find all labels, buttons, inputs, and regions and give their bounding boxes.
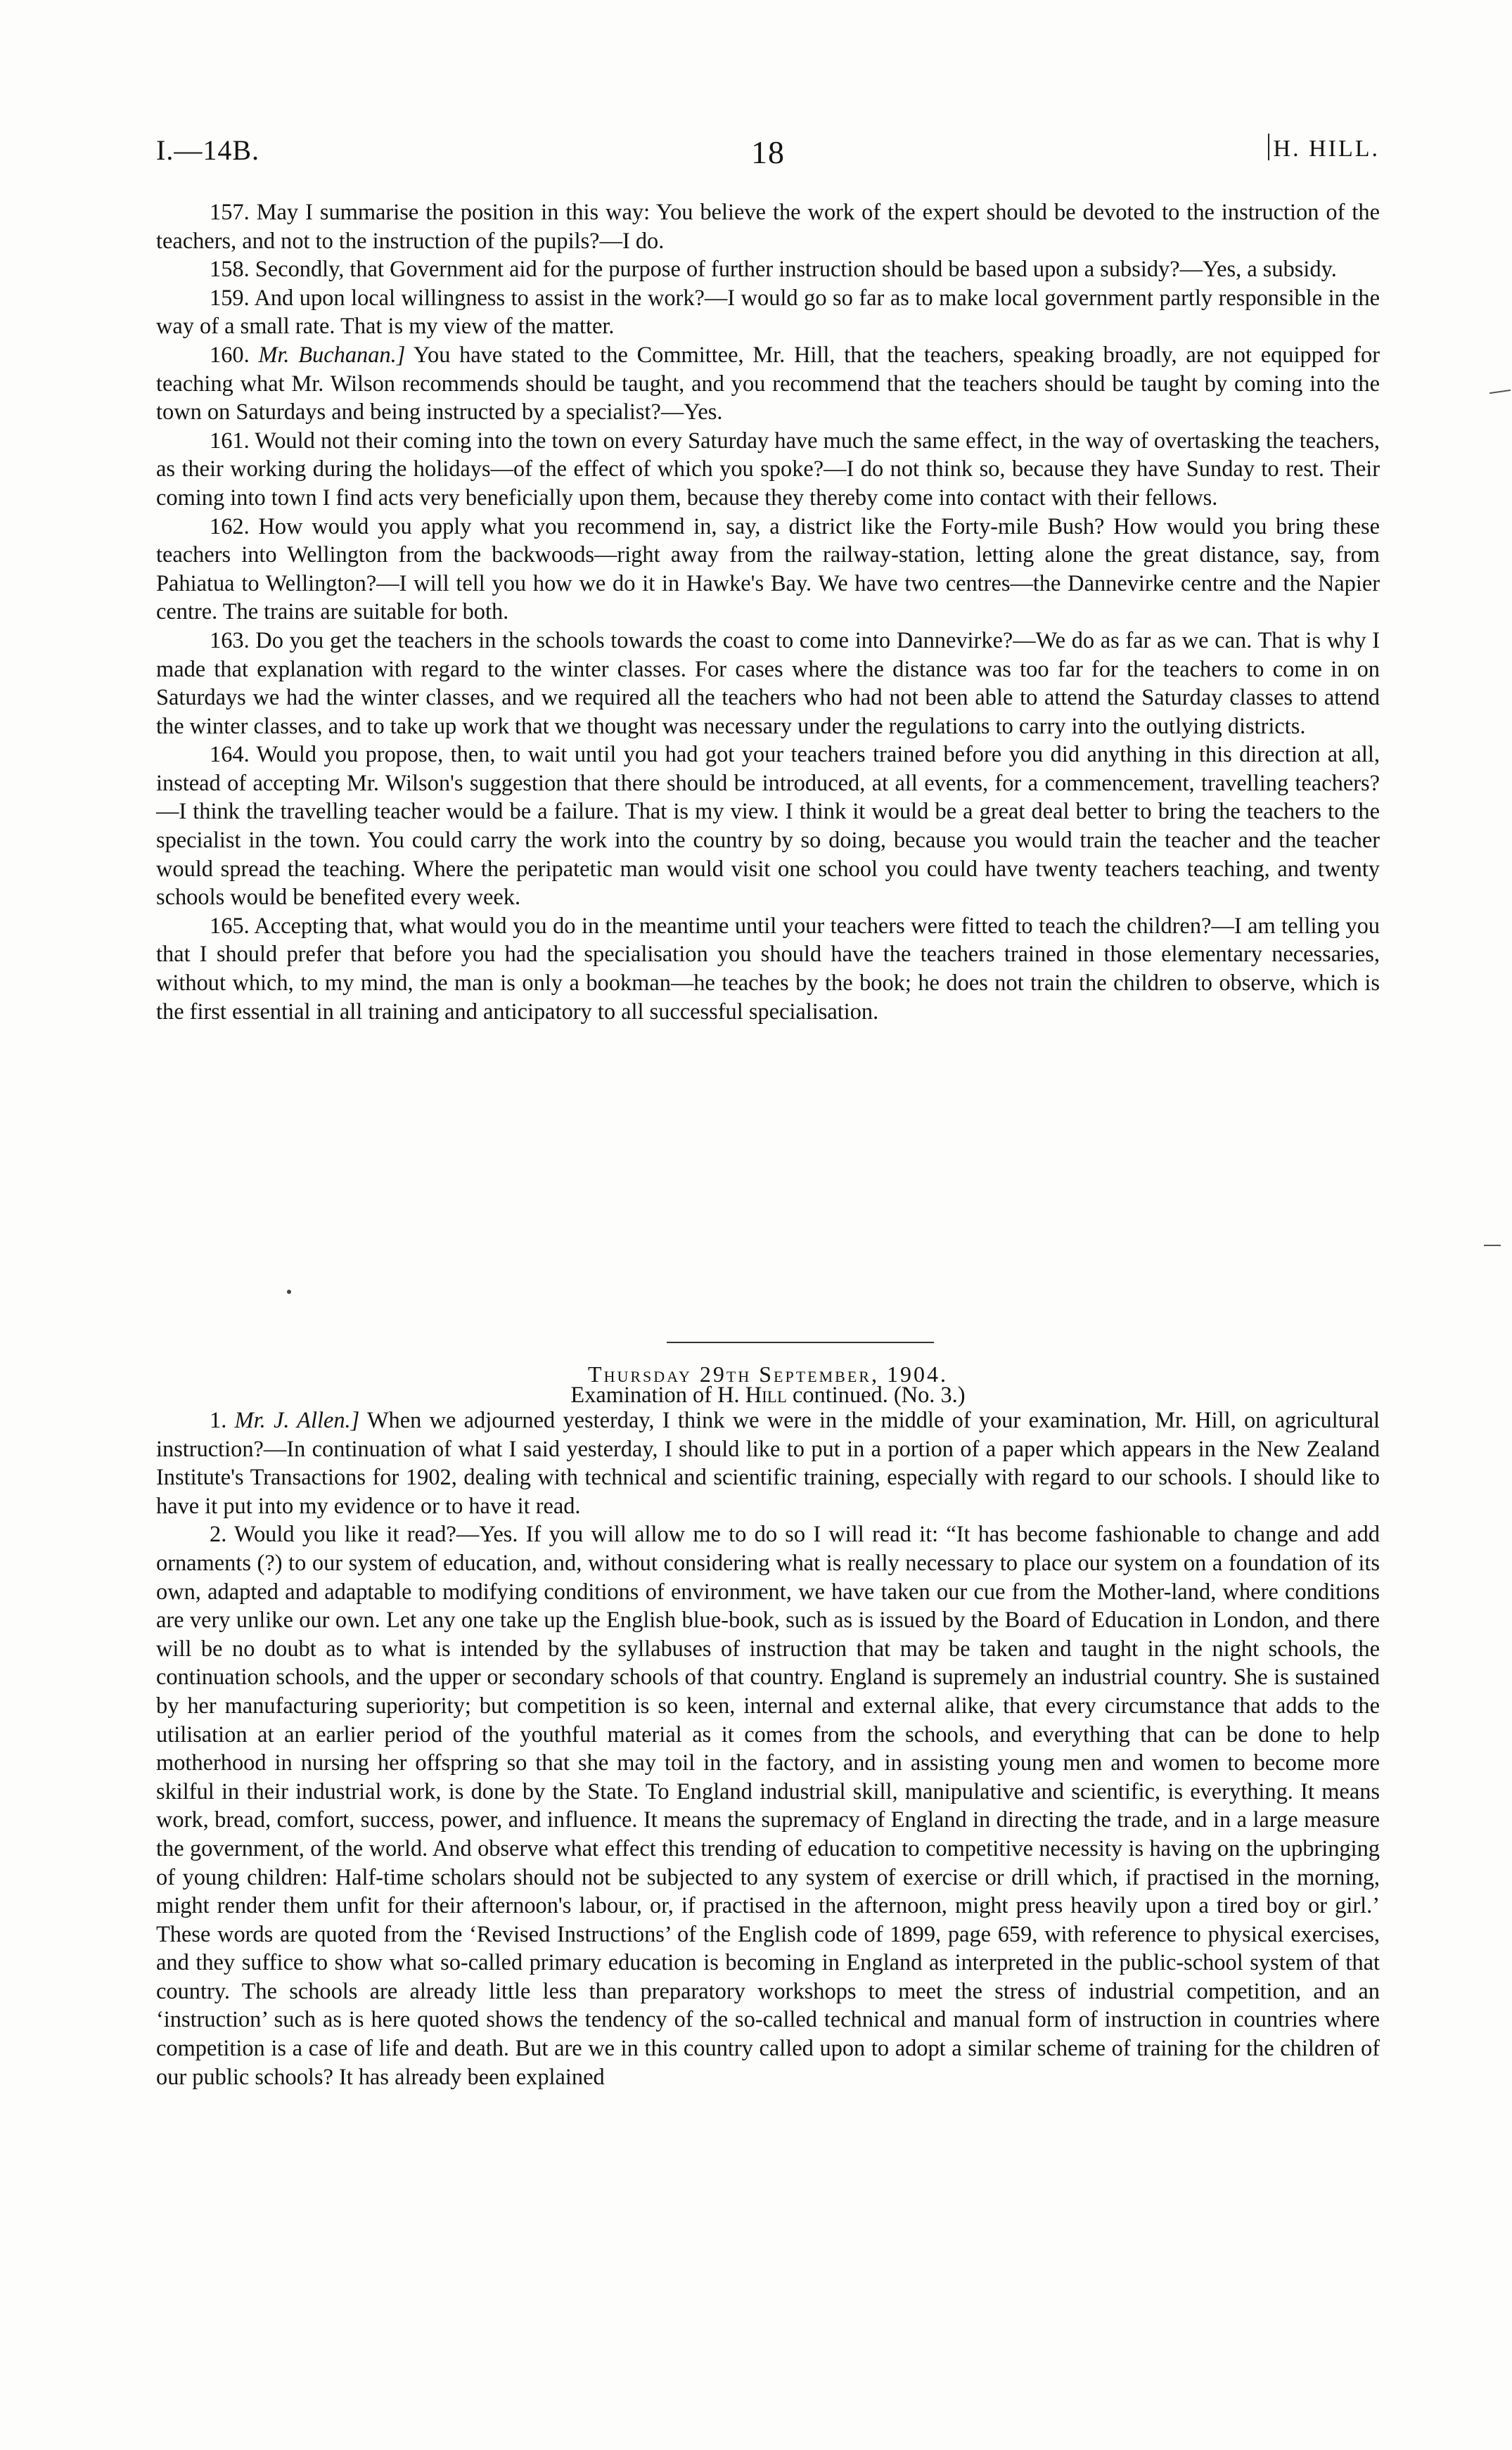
page-number: 18 [751, 134, 785, 170]
speaker-name: Mr. J. Allen.] [234, 1408, 360, 1433]
question-165: 165. Accepting that, what would you do in the meantime until your teachers were fitted to teach the children?—I am telling you that I should prefer that before you had the specialisation you should have the teachers trained in those elementary necessaries, without which, to my mind, the man is only a bookman—he teaches by the book; he does not train the children to observe, which is the first essential in all training and anticipatory to all successful specialisation. [156, 913, 1380, 1025]
question-159: 159. And upon local willingness to assist in the work?—I would go so far as to make local government partly responsible in the way of a small rate. That is my view of the matter. [156, 285, 1380, 340]
paper-reference: I.—14B. [156, 134, 260, 166]
question-164: 164. Would you propose, then, to wait until you had got your teachers trained before you did anything in this direction at all, instead of accepting Mr. Wilson's suggestion that there should be introduced, at all events, for a commencement, travelling teachers?—I think the travelling teacher would be a failure. That is my view. I think it would be a great deal better to bring the teachers to the specialist in the town. You could carry the work into the country by so doing, because you would train the teacher and the teacher would spread the teaching. Where the peripatetic man would visit one school you could have twenty teachers teaching, and twenty schools would be benefited every week. [156, 742, 1380, 911]
witness-name: H. HILL. [1268, 134, 1380, 162]
margin-mark [1484, 1245, 1501, 1246]
question-163: 163. Do you get the teachers in the schools towards the coast to come into Dannevirke?—We do as far as we can. That is why I made that explanation with regard to the winter classes. For cases where the distance was too far for the teachers to come in on Saturdays we had the winter classes, and we required all the teachers who had not been able to attend the Saturday classes to attend the winter classes, and to take up work that we thought was necessary under the regulations to carry into the outlying districts. [156, 627, 1380, 739]
running-header [156, 134, 1380, 176]
speaker-name: Mr. Buchanan.] [258, 342, 406, 368]
question-157: 157. May I summarise the position in this way: You believe the work of the expert should be devoted to the instruction of the teachers, and not to the instruction of the pupils?—I do. [156, 200, 1380, 254]
question-2: 2. Would you like it read?—Yes. If you will allow me to do so I will read it: “It has become fashionable to change and add ornaments (?) to our system of education, and, without considering what is really necessary to place our system on a foundation of its own, adapted and adaptable to modifying conditions of environment, we have taken our cue from the Mother-land, where conditions are very unlike our own. Let any one take up the English blue-book, such as is issued by the Board of Education in London, and there will be no doubt as to what is intended by the syllabuses of instruction that may be taken and taught in the night schools, the continuation schools, and the upper or secondary schools of that country. England is supremely an industrial country. She is sustained by her manufacturing superiority; but competition is so keen, internal and external alike, that every circumstance that adds to the utilisation at an earlier period of the youthful material as it comes from the schools, and everything that can be done to help motherhood in nursing her offspring so that she may toil in the factory, and in assisting young men and women to become more skilful in their industrial work, is done by the State. To England industrial skill, manipulative and scientific, is everything. It means work, bread, comfort, success, power, and influence. It means the supremacy of England in directing the trade, and in a large measure the government, of the world. And observe what effect this trending of education to competitive necessity is having on the upbringing of young children: Half-time scholars should not be subjected to any system of exercise or drill which, if practised in the morning, might render them unfit for their afternoon's labour, or, if practised in the afternoon, might press heavily upon a tired boy or girl.’ These words are quoted from the ‘Revised Instructions’ of the English code of 1899, page 659, with reference to physical exercises, and they suffice to show what so-called primary education is becoming in England as interpreted in the public-school system of that country. The schools are already little less than preparatory workshops to meet the stress of industrial competition, and an ‘instruction’ such as is here quoted shows the tendency of the so-called technical and manual form of instruction in countries where competition is a case of life and death. But are we in this country called upon to adopt a similar scheme of training for the children of our public schools? It has already been explained [156, 1522, 1380, 2090]
question-1: 1. Mr. J. Allen.] When we adjourned yesterday, I think we were in the middle of your examination, Mr. Hill, on agricultural instruction?—In continuation of what I said yesterday, I should like to put in a portion of a paper which appears in the New Zealand Institute's Transactions for 1902, dealing with technical and scientific training, especially with regard to our schools. I should like to have it put into my evidence or to have it read. [156, 1408, 1380, 1519]
evidence-block-first [156, 198, 1380, 1026]
question-161: 161. Would not their coming into the town on every Saturday have much the same effect, in the way of overtasking the teachers, as their working during the holidays—of the effect of which you spoke?—I do not think so, because they have Sunday to rest. Their coming into town I find acts very beneficially upon them, because they thereby come into contact with their fellows. [156, 428, 1380, 511]
question-160: 160. Mr. Buchanan.] You have stated to the Committee, Mr. Hill, that the teachers, speaking broadly, are not equipped for teaching what Mr. Wilson recommends should be taught, and you recommend that the teachers should be taught by coming into the town on Saturdays and being instructed by a specialist?—Yes. [156, 342, 1380, 425]
question-162: 162. How would you apply what you recommend in, say, a district like the Forty-mile Bush? How would you bring these teachers into Wellington from the backwoods—right away from the railway-station, letting alone the great distance, say, from Pahiatua to Wellington?—I will tell you how we do it in Hawke's Bay. We have two centres—the Dannevirke centre and the Napier centre. The trains are suitable for both. [156, 513, 1380, 625]
ink-dot [287, 1290, 291, 1294]
evidence-block-second [156, 1406, 1380, 2091]
question-158: 158. Secondly, that Government aid for the purpose of further instruction should be based upon a subsidy?—Yes, a subsidy. [210, 257, 1337, 283]
section-date-heading: Thursday 29th September, 1904. [588, 1361, 948, 1387]
section-divider [667, 1342, 934, 1343]
margin-mark [1489, 390, 1511, 394]
section-subtitle: Examination of H. Hill continued. (No. 3.) [570, 1383, 966, 1408]
